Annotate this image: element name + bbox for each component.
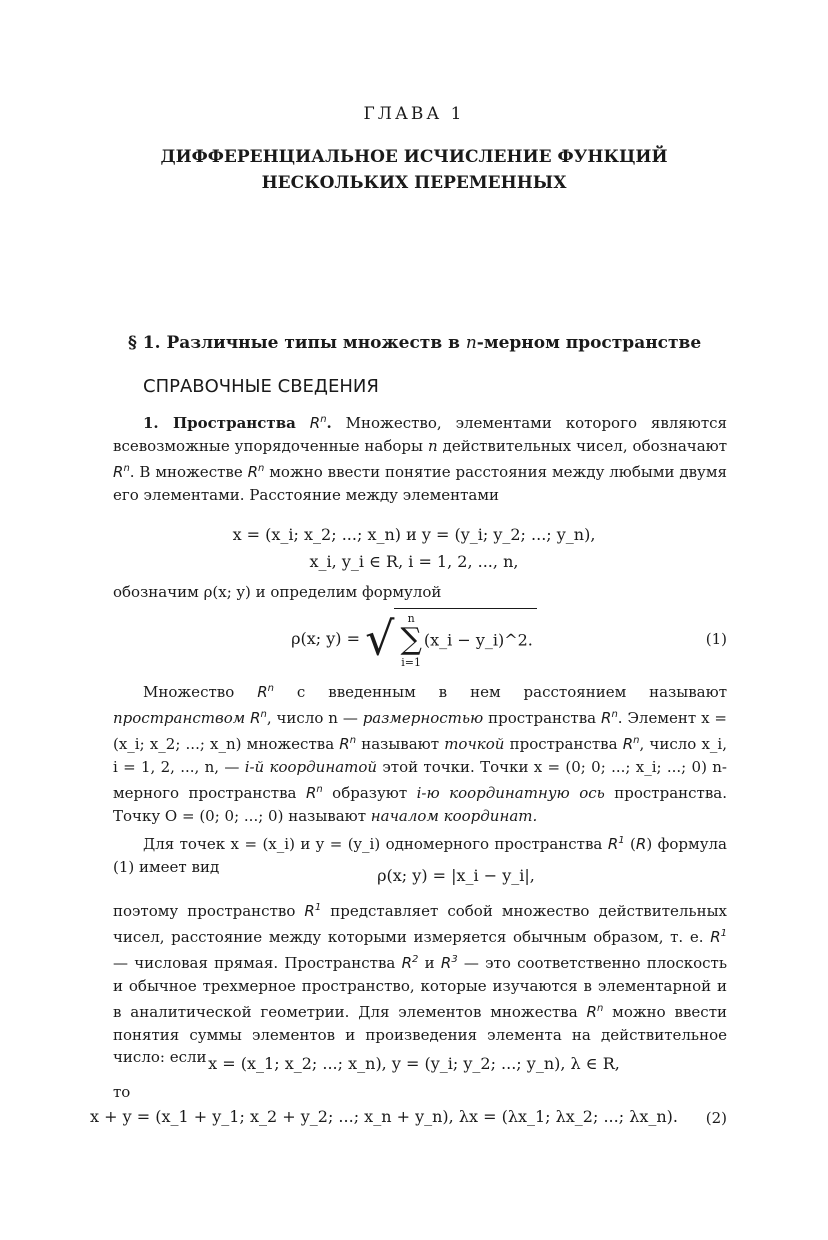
square-root <box>365 608 537 669</box>
equation-operations <box>0 1107 798 1126</box>
subheading: СПРАВОЧНЫЕ СВЕДЕНИЯ <box>143 376 379 397</box>
chapter-number: ГЛАВА 1 <box>363 104 465 124</box>
equation-operations-text: x + y = (x_1 + y_1; x_2 + y_2; ...; x_n + y_n), λx = (λx_1; λx_2; ...; λx_n). <box>90 1107 678 1126</box>
paragraph-spaces-definition: 1. Пространства $R^n$. Множество, элементами которого являются всевозможные упорядоченные наборы n действительных чисел, обозначают $R^n$. В множестве $R^n$ можно ввести понятие расстояния между любыми двумя его элементами. Расстояние между элементами <box>113 414 727 504</box>
equation-distance-lhs: ρ(x; y) = <box>291 629 361 648</box>
equation-distance-body: (x_i − y_i)^2. <box>423 630 533 650</box>
paragraph-real-line: поэтому пространство $R^1$ представляет собой множество действительных чисел, расстояние между которыми измеряется обычным образом, т. е. $R^1$ — числовая прямая. Пространства $R^2$ и $R^3$ — это соответственно плоскость и обычное трехмерное пространство, которые изучаются в элементарной и в аналитической геометрии. Для элементов множества $R^n$ можно ввести понятия суммы элементов и произведения элемента на действительное число: если <box>113 902 727 1067</box>
equation-elements <box>0 525 828 544</box>
summation: n ∑ i=1 <box>400 612 422 669</box>
equation-elements-domain <box>0 552 828 571</box>
sum-lower-limit: i=1 <box>401 656 422 669</box>
paragraph-denote-distance: обозначим ρ(x; y) и определим формулой <box>113 583 442 601</box>
paragraph-one-dimensional: Для точек x = (x_i) и y = (y_i) одномерного пространства $R^1$ (R) формула (1) имеет вид <box>113 835 727 876</box>
equation-number-1: (1) <box>705 630 727 648</box>
equation-vectors-text: x = (x_1; x_2; ...; x_n), y = (y_i; y_2; ...; y_n), λ ∈ R, <box>208 1054 620 1073</box>
equation-one-dimensional-text: ρ(x; y) = |x_i − y_i|, <box>377 866 535 885</box>
equation-elements-line-2: x_i, y_i ∈ R, i = 1, 2, ..., n, <box>309 552 519 571</box>
equation-one-dimensional <box>0 866 828 885</box>
paragraph-then: то <box>113 1083 131 1101</box>
equation-distance <box>0 608 828 672</box>
equation-elements-line-1: x = (x_i; x_2; ...; x_n) и y = (y_i; y_2; ...; y_n), <box>232 525 596 544</box>
section-heading-prefix: § 1. Различные типы множеств в <box>128 333 466 353</box>
chapter-title-line-1: ДИФФЕРЕНЦИАЛЬНОЕ ИСЧИСЛЕНИЕ ФУНКЦИЙ <box>160 147 668 167</box>
set-symbol: $R^n$ <box>309 414 327 432</box>
section-heading <box>128 333 701 353</box>
paragraph-space-terms: Множество $R^n$ с введенным в нем расстоянием называют пространством $R^n$, число n — размерностью пространства $R^n$. Элемент x = (x_i; x_2; ...; x_n) множества $R^n$ называют точкой пространства $R^n$, число x_i, i = 1, 2, ..., n, — i-й координатой этой точки. Точки x = (0; 0; ...; x_i; ...; 0) n-мерного пространства $R^n$ образуют i-ю координатную ось пространства. Точку O = (0; 0; ...; 0) называют началом координат. <box>113 683 727 825</box>
radical-sign: √ <box>365 611 395 666</box>
section-heading-var: n <box>465 333 477 353</box>
radical-body <box>394 608 536 669</box>
sum-upper-limit: n <box>407 612 415 625</box>
chapter-title <box>0 144 828 196</box>
chapter-title-line-2: НЕСКОЛЬКИХ ПЕРЕМЕННЫХ <box>261 173 567 193</box>
equation-number-2: (2) <box>705 1109 727 1127</box>
paragraph-lead: 1. Пространства <box>143 414 296 432</box>
section-heading-suffix: -мерном пространстве <box>476 333 702 353</box>
equation-vectors <box>0 1054 828 1073</box>
